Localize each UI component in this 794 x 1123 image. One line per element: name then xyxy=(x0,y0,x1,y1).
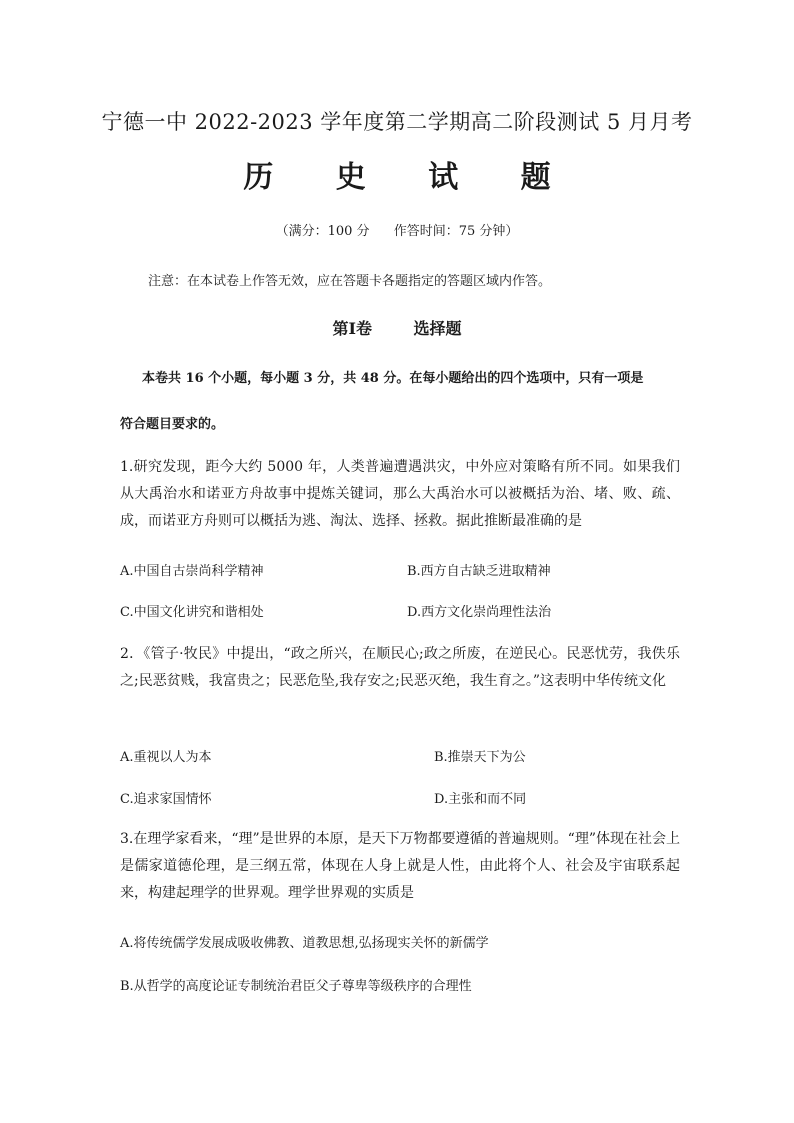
section-heading xyxy=(0,316,794,339)
question-2-stem: 2．《管子·牧民》中提出，“政之所兴，在顺民心;政之所废，在逆民心。民恶忧劳，我佚乐之;民恶贫贱，我富贵之；民恶危坠,我存安之;民恶灭绝，我生育之。”这表明中华传统文化 xyxy=(120,646,680,689)
question-1-option-a[interactable]: A.中国自古崇尚科学精神 xyxy=(120,564,264,579)
question-1-option-b[interactable]: B.西方自古缺乏进取精神 xyxy=(407,564,551,579)
exam-info xyxy=(0,220,794,239)
question-2-option-c[interactable]: C.追求家国情怀 xyxy=(120,792,212,807)
question-3-option-b[interactable]: B.从哲学的高度论证专制统治君臣父子尊卑等级秩序的合理性 xyxy=(120,979,472,994)
school-title: 宁德一中 2022-2023 学年度第二学期高二阶段测试 5 月月考 xyxy=(101,110,693,134)
notice: 注意：在本试卷上作答无效，应在答题卡各题指定的答题区域内作答。 xyxy=(148,274,552,289)
time-limit: 作答时间：75 分钟） xyxy=(393,224,519,239)
question-3-stem: 3.在理学家看来，“理”是世界的本原，是天下万物都要遵循的普遍规则。“理”体现在社会上是儒家道德伦理，是三纲五常，体现在人身上就是人性，由此将个人、社会及宇宙联系起来，构建起理学的世界观。理学世界观的实质是 xyxy=(120,831,680,901)
section-instruction-continued: 符合题目要求的。 xyxy=(120,417,225,432)
question-1-option-d[interactable]: D.西方文化崇尚理性法治 xyxy=(407,605,552,620)
full-score: （满分：100 分 xyxy=(275,224,370,239)
question-1-stem: 1.研究发现，距今大约 5000 年，人类普遍遭遇洪灾，中外应对策略有所不同。如果我们从大禹治水和诺亚方舟故事中提炼关键词，那么大禹治水可以被概括为治、堵、败、疏、成，而诺亚方舟则可以概括为逃、淘汰、选择、拯救。据此推断最准确的是 xyxy=(120,459,680,529)
question-2-option-a[interactable]: A.重视以人为本 xyxy=(120,750,212,765)
question-2-option-b[interactable]: B.推崇天下为公 xyxy=(434,750,526,765)
question-1-option-c[interactable]: C.中国文化讲究和谐相处 xyxy=(120,605,264,620)
question-3-option-a[interactable]: A.将传统儒学发展成吸收佛教、道教思想,弘扬现实关怀的新儒学 xyxy=(120,936,489,951)
section-name: 选择题 xyxy=(413,319,462,338)
section-part: 第Ⅰ卷 xyxy=(332,319,372,338)
question-2-option-d[interactable]: D.主张和而不同 xyxy=(434,792,527,807)
section-instruction: 本卷共 16 个小题，每小题 3 分，共 48 分。在每小题给出的四个选项中，只有一项是 xyxy=(142,371,644,386)
subject-title: 历 史 试 题 xyxy=(243,160,577,195)
